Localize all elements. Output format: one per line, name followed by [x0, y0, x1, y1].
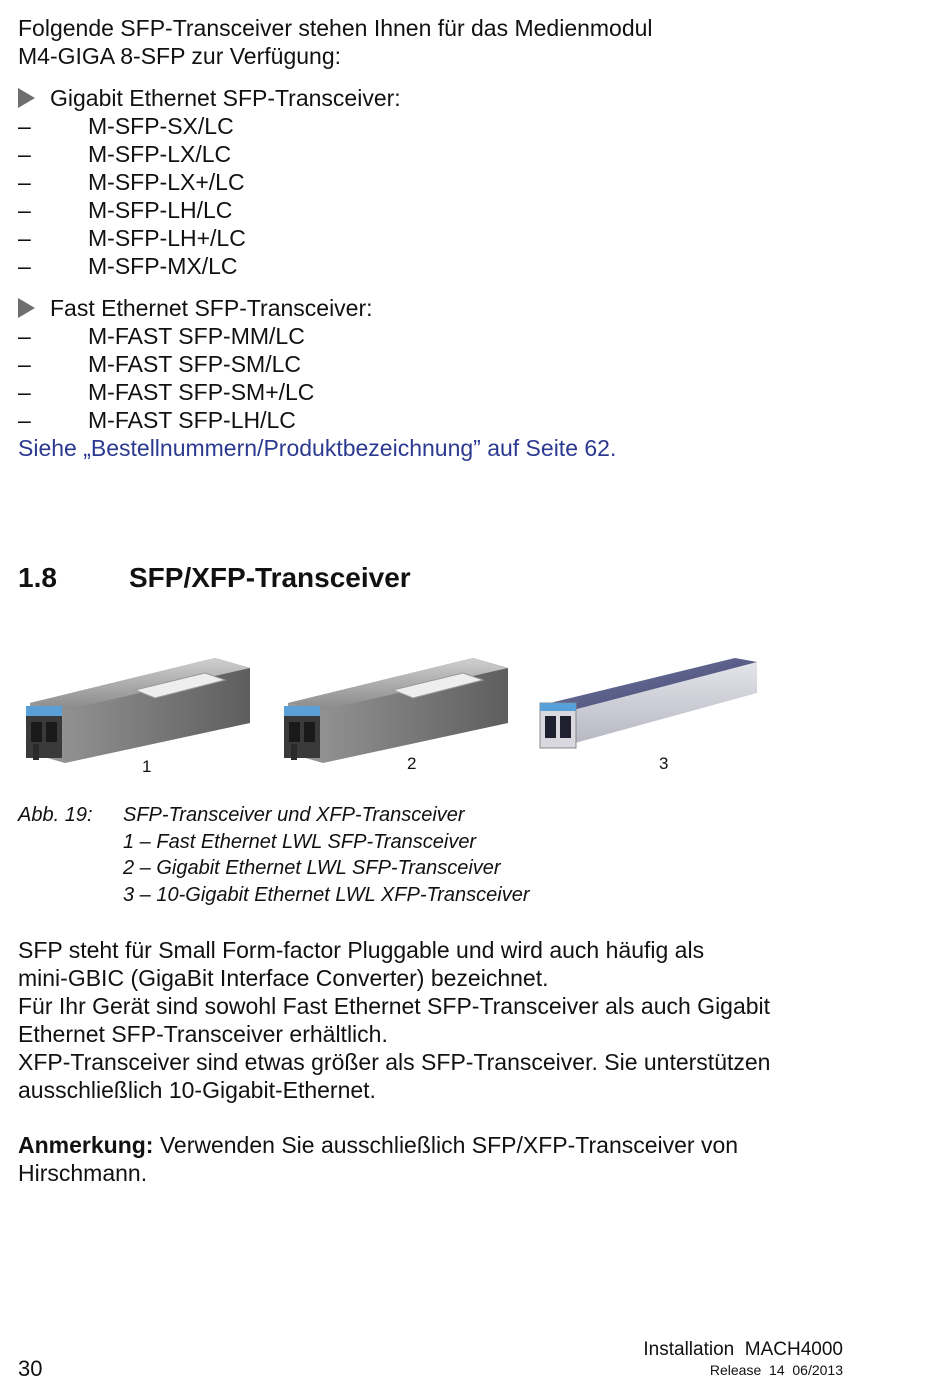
- body-line: Für Ihr Gerät sind sowohl Fast Ethernet SFP-Transceiver als auch Gigabit: [18, 993, 771, 1019]
- fast-list: [18, 294, 373, 434]
- gigabit-heading: Gigabit Ethernet SFP-Transceiver:: [50, 85, 401, 111]
- footer-release: Release 14 06/2013: [709, 1362, 843, 1378]
- list-item-text: M-FAST SFP-SM/LC: [88, 351, 301, 377]
- note: [18, 1131, 738, 1187]
- dash-marker: –: [18, 351, 31, 377]
- list-item: [18, 196, 401, 224]
- body-text: [18, 936, 770, 1104]
- list-item: [18, 112, 401, 140]
- caption-title: SFP-Transceiver und XFP-Transceiver: [123, 804, 465, 826]
- page-number: 30: [18, 1356, 43, 1381]
- dash-marker: –: [18, 407, 31, 433]
- section-number: 1.8: [18, 562, 57, 593]
- list-item: [18, 168, 401, 196]
- list-item: [18, 406, 373, 434]
- caption-label: Abb. 19:: [18, 804, 93, 826]
- dash-marker: –: [18, 169, 31, 195]
- list-item-text: M-FAST SFP-MM/LC: [88, 323, 305, 349]
- gigabit-list: [18, 84, 401, 280]
- caption-item: 3 – 10-Gigabit Ethernet LWL XFP-Transceiver: [123, 883, 530, 906]
- list-item-text: M-FAST SFP-SM+/LC: [88, 379, 315, 405]
- note-line-2: Hirschmann.: [18, 1160, 148, 1186]
- list-item-text: M-SFP-LX/LC: [88, 141, 232, 167]
- dash-marker: –: [18, 197, 31, 223]
- list-item: [18, 378, 373, 406]
- dash-marker: –: [18, 225, 31, 251]
- list-item-text: M-SFP-MX/LC: [88, 253, 238, 279]
- intro-line-1: Folgende SFP-Transceiver stehen Ihnen für das Medienmodul: [18, 15, 653, 41]
- sfp-transceiver-1: [26, 658, 250, 763]
- footer-title: Installation MACH4000: [643, 1339, 843, 1360]
- dash-marker: –: [18, 323, 31, 349]
- list-item: [18, 350, 373, 378]
- dash-marker: –: [18, 113, 31, 139]
- intro-line-2: M4-GIGA 8-SFP zur Verfügung:: [18, 43, 341, 69]
- dash-marker: –: [18, 379, 31, 405]
- dash-marker: –: [18, 141, 31, 167]
- figure-label-2: 2: [407, 754, 417, 773]
- fast-heading-row: [18, 294, 373, 322]
- list-item: [18, 252, 401, 280]
- caption-item: 1 – Fast Ethernet LWL SFP-Transceiver: [123, 830, 477, 853]
- note-text: Verwenden Sie ausschließlich SFP/XFP-Transceiver von: [153, 1132, 739, 1158]
- figure-label-3: 3: [659, 754, 669, 773]
- body-line: SFP steht für Small Form-factor Pluggable und wird auch häufig als: [18, 937, 705, 963]
- dash-marker: –: [18, 253, 31, 279]
- gigabit-heading-row: [18, 84, 401, 112]
- note-line-1: [18, 1131, 738, 1159]
- body-line: mini-GBIC (GigaBit Interface Converter) bezeichnet.: [18, 965, 549, 991]
- fast-heading: Fast Ethernet SFP-Transceiver:: [50, 295, 373, 321]
- triangle-bullet-icon: [18, 88, 35, 108]
- note-label: Anmerkung:: [18, 1132, 154, 1158]
- list-item: [18, 224, 401, 252]
- xfp-transceiver-3: [540, 658, 757, 748]
- figure-caption: [18, 802, 529, 908]
- list-item-text: M-SFP-LX+/LC: [88, 169, 245, 195]
- body-line: ausschließlich 10-Gigabit-Ethernet.: [18, 1077, 376, 1103]
- list-item-text: M-FAST SFP-LH/LC: [88, 407, 296, 433]
- sfp-transceiver-2: [284, 658, 508, 763]
- caption-title-row: [18, 802, 529, 829]
- figure-label-1: 1: [142, 757, 152, 776]
- list-item: [18, 322, 373, 350]
- caption-item: 2 – Gigabit Ethernet LWL SFP-Transceiver: [123, 857, 501, 879]
- section-title: SFP/XFP-Transceiver: [129, 562, 411, 593]
- intro-text: [18, 14, 653, 70]
- body-line: XFP-Transceiver sind etwas größer als SFP-Transceiver. Sie unterstützen: [18, 1049, 771, 1075]
- triangle-bullet-icon: [18, 298, 35, 318]
- list-item: [18, 140, 401, 168]
- list-item-text: M-SFP-LH/LC: [88, 197, 233, 223]
- section-heading: [18, 562, 411, 594]
- body-line: Ethernet SFP-Transceiver erhältlich.: [18, 1021, 388, 1047]
- list-item-text: M-SFP-SX/LC: [88, 113, 234, 139]
- list-item-text: M-SFP-LH+/LC: [88, 225, 246, 251]
- crossref-link[interactable]: Siehe „Bestellnummern/Produktbezeichnung” auf Seite 62.: [18, 435, 617, 461]
